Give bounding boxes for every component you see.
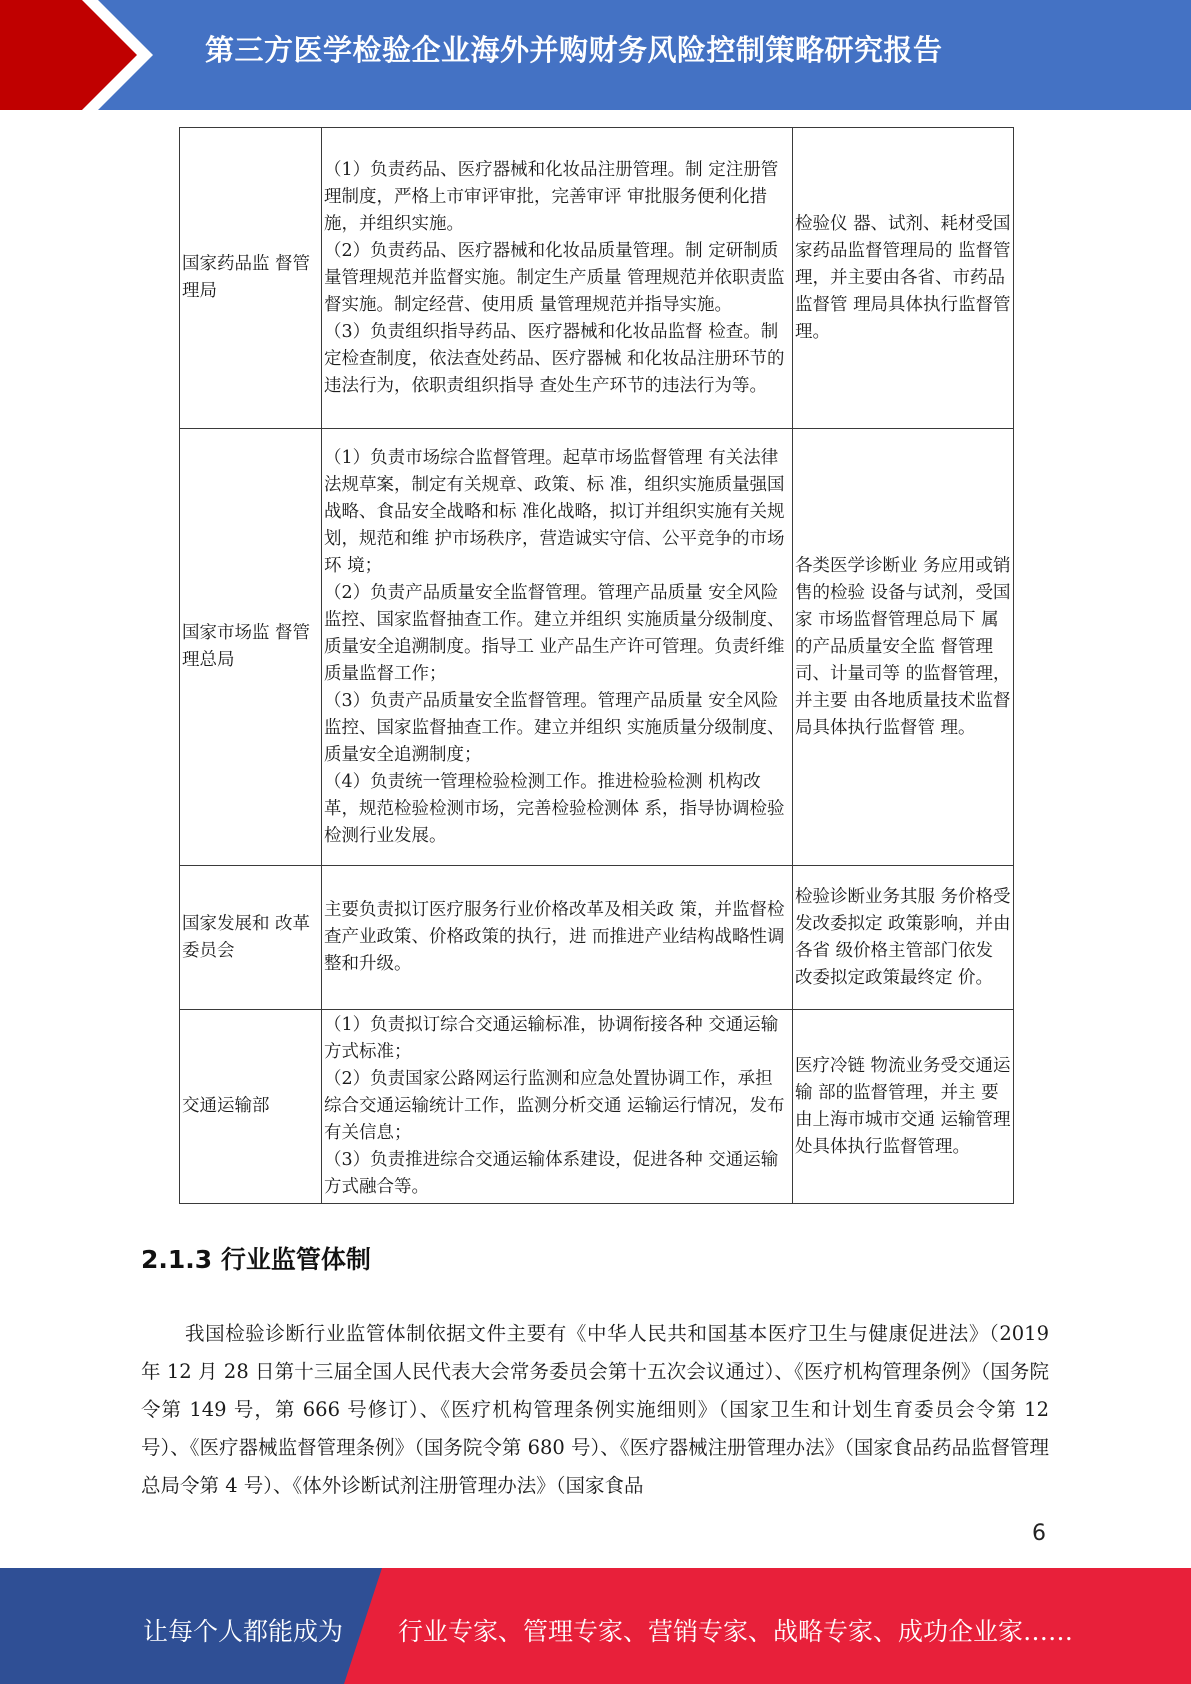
duty-item: （2）负责国家公路网运行监测和应急处置协调工作，承担综合交通运输统计工作，监测分析交通 运输运行情况，发布有关信息； <box>324 1069 785 1143</box>
duty-item: （1）负责拟订综合交通运输标准，协调衔接各种 交通运输方式标准； <box>324 1015 779 1062</box>
duty-item: （1）负责市场综合监督管理。起草市场监督管理 有关法律法规草案，制定有关规章、政策、标 准，组织实施质量强国战略、食品安全战略和标 准化战略，拟订并组织实施有关规划，规范和维 护市场秩序，营造诚实守信、公平竞争的市场环 境； <box>324 447 785 576</box>
authority-cell: 国家市场监 督管理总局 <box>180 429 322 866</box>
regulatory-authority-table <box>179 127 1014 1204</box>
scope-cell: 检验诊断业务其服 务价格受发改委拟定 政策影响，并由各省 级价格主管部门依发 改委拟定政策最终定 价。 <box>793 866 1014 1010</box>
duty-item: 主要负责拟订医疗服务行业价格改革及相关政 策，并监督检查产业政策、价格政策的执行，进 而推进产业结构战略性调整和升级。 <box>324 900 785 974</box>
authority-cell: 国家发展和 改革委员会 <box>180 866 322 1010</box>
duty-item: （3）负责产品质量安全监督管理。管理产品质量 安全风险监控、国家监督抽查工作。建立并组织 实施质量分级制度、质量安全追溯制度； <box>324 690 785 765</box>
scope-cell: 各类医学诊断业 务应用或销售的检验 设备与试剂，受国家 市场监督管理总局下 属的产品质量安全监 督管理司、计量司等 的监督管理，并主要 由各地质量技术监督局具体执行监督管 理。 <box>793 429 1014 866</box>
duties-cell <box>322 128 793 429</box>
duty-item: （3）负责组织指导药品、医疗器械和化妆品监督 检查。制定检查制度，依法查处药品、医疗器械 和化妆品注册环节的违法行为，依职责组织指导 查处生产环节的违法行为等。 <box>324 321 785 396</box>
authority-cell: 国家药品监 督管理局 <box>180 128 322 429</box>
duty-item: （4）负责统一管理检验检测工作。推进检验检测 机构改革，规范检验检测市场，完善检验检测体 系，指导协调检验检测行业发展。 <box>324 771 785 846</box>
duty-item: （2）负责产品质量安全监督管理。管理产品质量 安全风险监控、国家监督抽查工作。建立并组织 实施质量分级制度、质量安全追溯制度。指导工 业产品生产许可管理。负责纤维质量监督工作； <box>324 582 785 684</box>
duties-cell <box>322 1010 793 1204</box>
duty-item: （3）负责推进综合交通运输体系建设，促进各种 交通运输方式融合等。 <box>324 1150 779 1197</box>
section-heading: 2.1.3 行业监管体制 <box>141 1245 371 1274</box>
footer-slogan-left: 让每个人都能成为 <box>143 1617 344 1646</box>
table-row <box>180 128 1014 429</box>
header-banner <box>0 0 1191 110</box>
authority-cell: 交通运输部 <box>180 1010 322 1204</box>
table-row <box>180 1010 1014 1204</box>
scope-cell: 医疗冷链 物流业务受交通运输 部的监督管理，并主 要由上海市城市交通 运输管理处具体执行监督管理。 <box>793 1010 1014 1204</box>
body-paragraph: 我国检验诊断行业监管体制依据文件主要有《中华人民共和国基本医疗卫生与健康促进法》（2019 年 12 月 28 日第十三届全国人民代表大会常务委员会第十五次会议通过）、《医疗机构管理条例》（国务院令第 149 号，第 666 号修订）、《医疗机构管理条例实施细则》（国家卫生和计划生育委员会令第 12 号）、《医疗器械监督管理条例》（国务院令第 680 号）、《医疗器械注册管理办法》（国家食品药品监督管理总局令第 4 号）、《体外诊断试剂注册管理办法》（国家食品 <box>141 1322 1049 1497</box>
duty-item: （1）负责药品、医疗器械和化妆品注册管理。制 定注册管理制度，严格上市审评审批，完善审评 审批服务便利化措施，并组织实施。 <box>324 159 779 234</box>
duties-cell <box>322 429 793 866</box>
document-title: 第三方医学检验企业海外并购财务风险控制策略研究报告 <box>205 33 943 67</box>
duties-cell <box>322 866 793 1010</box>
duty-item: （2）负责药品、医疗器械和化妆品质量管理。制 定研制质量管理规范并监督实施。制定生产质量 管理规范并依职责监督实施。制定经营、使用质 量管理规范并指导实施。 <box>324 240 785 315</box>
scope-cell: 检验仪 器、试剂、耗材受国 家药品监督管理局的 监督管理，并主要由各省、市药品监督管 理局具体执行监督管 理。 <box>793 128 1014 429</box>
page-number: 6 <box>1032 1521 1046 1546</box>
table-row <box>180 866 1014 1010</box>
table-row <box>180 429 1014 866</box>
footer-slogan-right: 行业专家、管理专家、营销专家、战略专家、成功企业家…… <box>398 1617 1074 1646</box>
